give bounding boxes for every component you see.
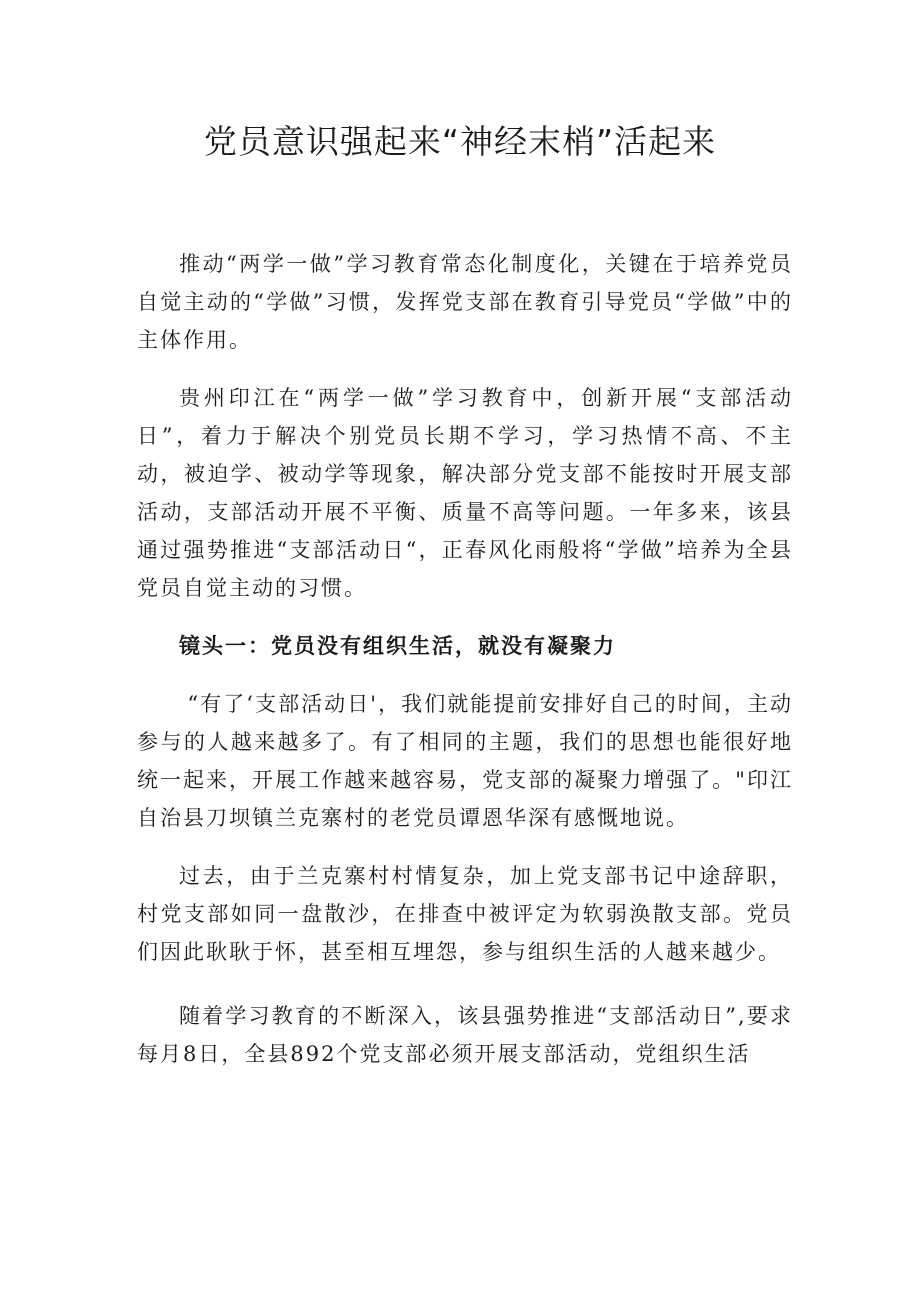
document-body: [137, 245, 793, 1093]
paragraph-intro: 推动“两学一做”学习教育常态化制度化，关键在于培养党员自觉主动的“学做”习惯，发挥党支部在教育引导党员“学做”中的主体作用。: [137, 252, 793, 352]
paragraph-progress: 随着学习教育的不断深入，该县强势推进“支部活动日”,要求每月8日，全县892个党支部必须开展支部活动，党组织生活: [137, 1004, 793, 1066]
section-heading: 镜头一：党员没有组织生活，就没有凝聚力: [179, 634, 616, 658]
document-title: 党员意识强起来“神经末梢”活起来: [203, 122, 717, 161]
paragraph-past: 过去，由于兰克寨村村情复杂，加上党支部书记中途辞职，村党支部如同一盘散沙，在排查中被评定为软弱涣散支部。党员们因此耿耿于怀，甚至相互埋怨，参与组织生活的人越来越少。: [137, 864, 793, 964]
paragraph-background: 贵州印江在“两学一做”学习教育中，创新开展“支部活动日”，着力于解决个别党员长期不学习，学习热情不高、不主动，被迫学、被动学等现象，解决部分党支部不能按时开展支部活动，支部活动开展不平衡、质量不高等问题。一年多来，该县通过强势推进“支部活动日“，正春风化雨般将“学做”培养为全县党员自觉主动的习惯。: [137, 386, 793, 600]
paragraph-quote: “有了‘支部活动日'，我们就能提前安排好自己的时间，主动参与的人越来越多了。有了相同的主题，我们的思想也能很好地统一起来，开展工作越来越容易，党支部的凝聚力增强了。"印江自治县刀坝镇兰克寨村的老党员谭恩华深有感慨地说。: [137, 692, 793, 830]
